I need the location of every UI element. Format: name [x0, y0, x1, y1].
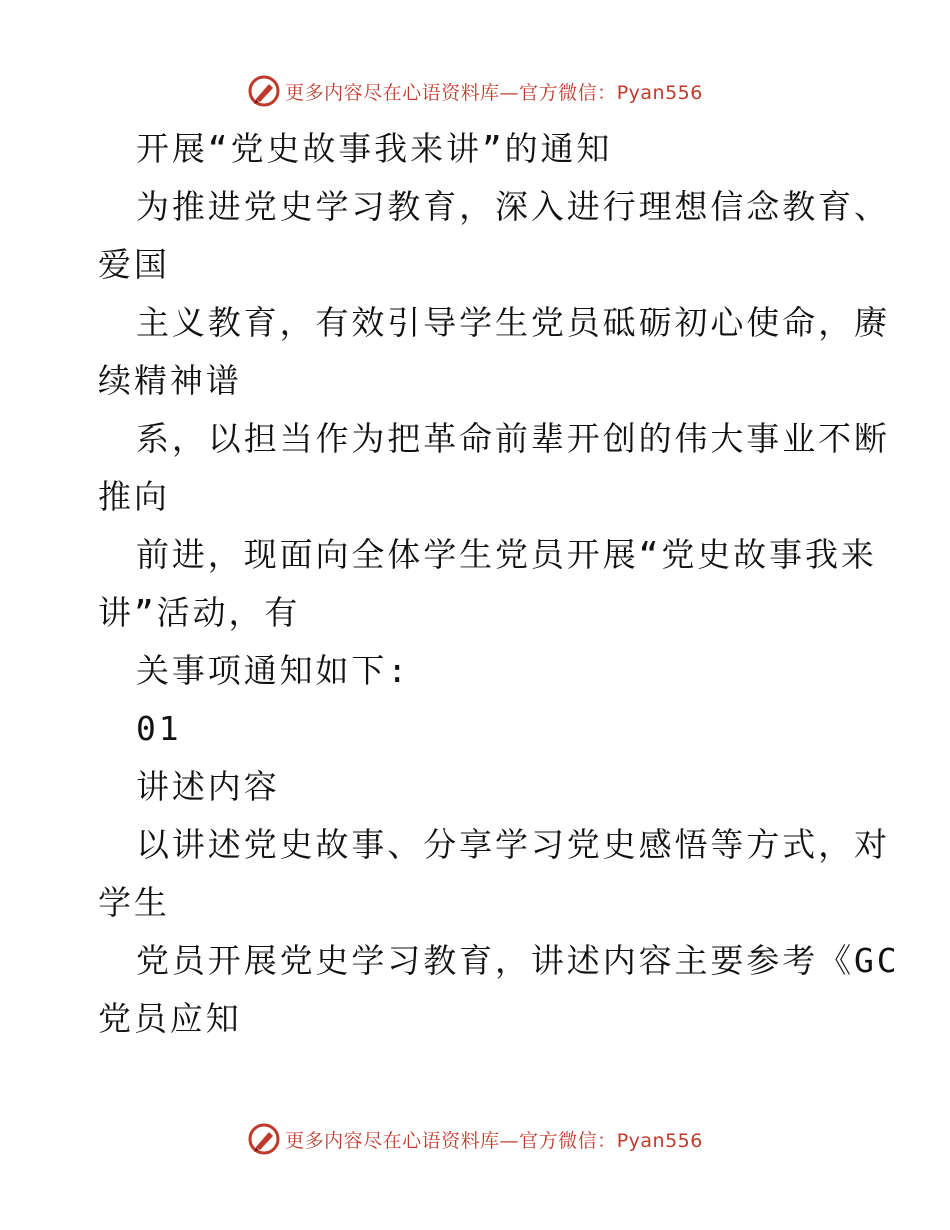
- header-watermark: [0, 71, 950, 111]
- watermark-separator: —: [499, 81, 520, 104]
- paragraph-line: 以讲述党史故事、分享学习党史感悟等方式，对: [136, 825, 890, 864]
- watermark-separator: —: [499, 1129, 520, 1152]
- paragraph-line: 为推进党史学习教育，深入进行理想信念教育、: [136, 187, 890, 226]
- paragraph-line: 系，以担当作为把革命前辈开创的伟大事业不断: [136, 419, 890, 458]
- watermark-wechat-label: 官方微信：: [519, 81, 617, 104]
- watermark-wechat-label: 官方微信：: [519, 1129, 617, 1152]
- pen-logo-icon: [247, 74, 281, 108]
- footer-watermark: [0, 1119, 950, 1159]
- paragraph-line: 主义教育，有效引导学生党员砥砺初心使命，赓: [136, 303, 890, 342]
- watermark-brand: 更多内容尽在心语资料库: [285, 1129, 500, 1152]
- paragraph-line: 续精神谱: [98, 361, 242, 400]
- paragraph-line: 前进，现面向全体学生党员开展“党史故事我来: [136, 535, 877, 574]
- paragraph-line: 党员应知: [98, 999, 242, 1038]
- watermark-wechat-id: Pyan556: [616, 1129, 703, 1152]
- paragraph-line: 关事项通知如下:: [136, 651, 411, 690]
- paragraph-line: 党员开展党史学习教育，讲述内容主要参考《GC: [136, 941, 900, 980]
- watermark-brand: 更多内容尽在心语资料库: [285, 81, 500, 104]
- section-heading: 讲述内容: [136, 767, 280, 806]
- paragraph-line: 学生: [98, 883, 170, 922]
- paragraph-line: 推向: [98, 477, 170, 516]
- section-number: 01: [136, 709, 182, 748]
- pen-logo-icon: [247, 1122, 281, 1156]
- watermark-wechat-id: Pyan556: [616, 81, 703, 104]
- paragraph-line: 爱国: [98, 245, 170, 284]
- document-title: 开展“党史故事我来讲”的通知: [136, 129, 613, 168]
- paragraph-line: 讲”活动，有: [98, 593, 301, 632]
